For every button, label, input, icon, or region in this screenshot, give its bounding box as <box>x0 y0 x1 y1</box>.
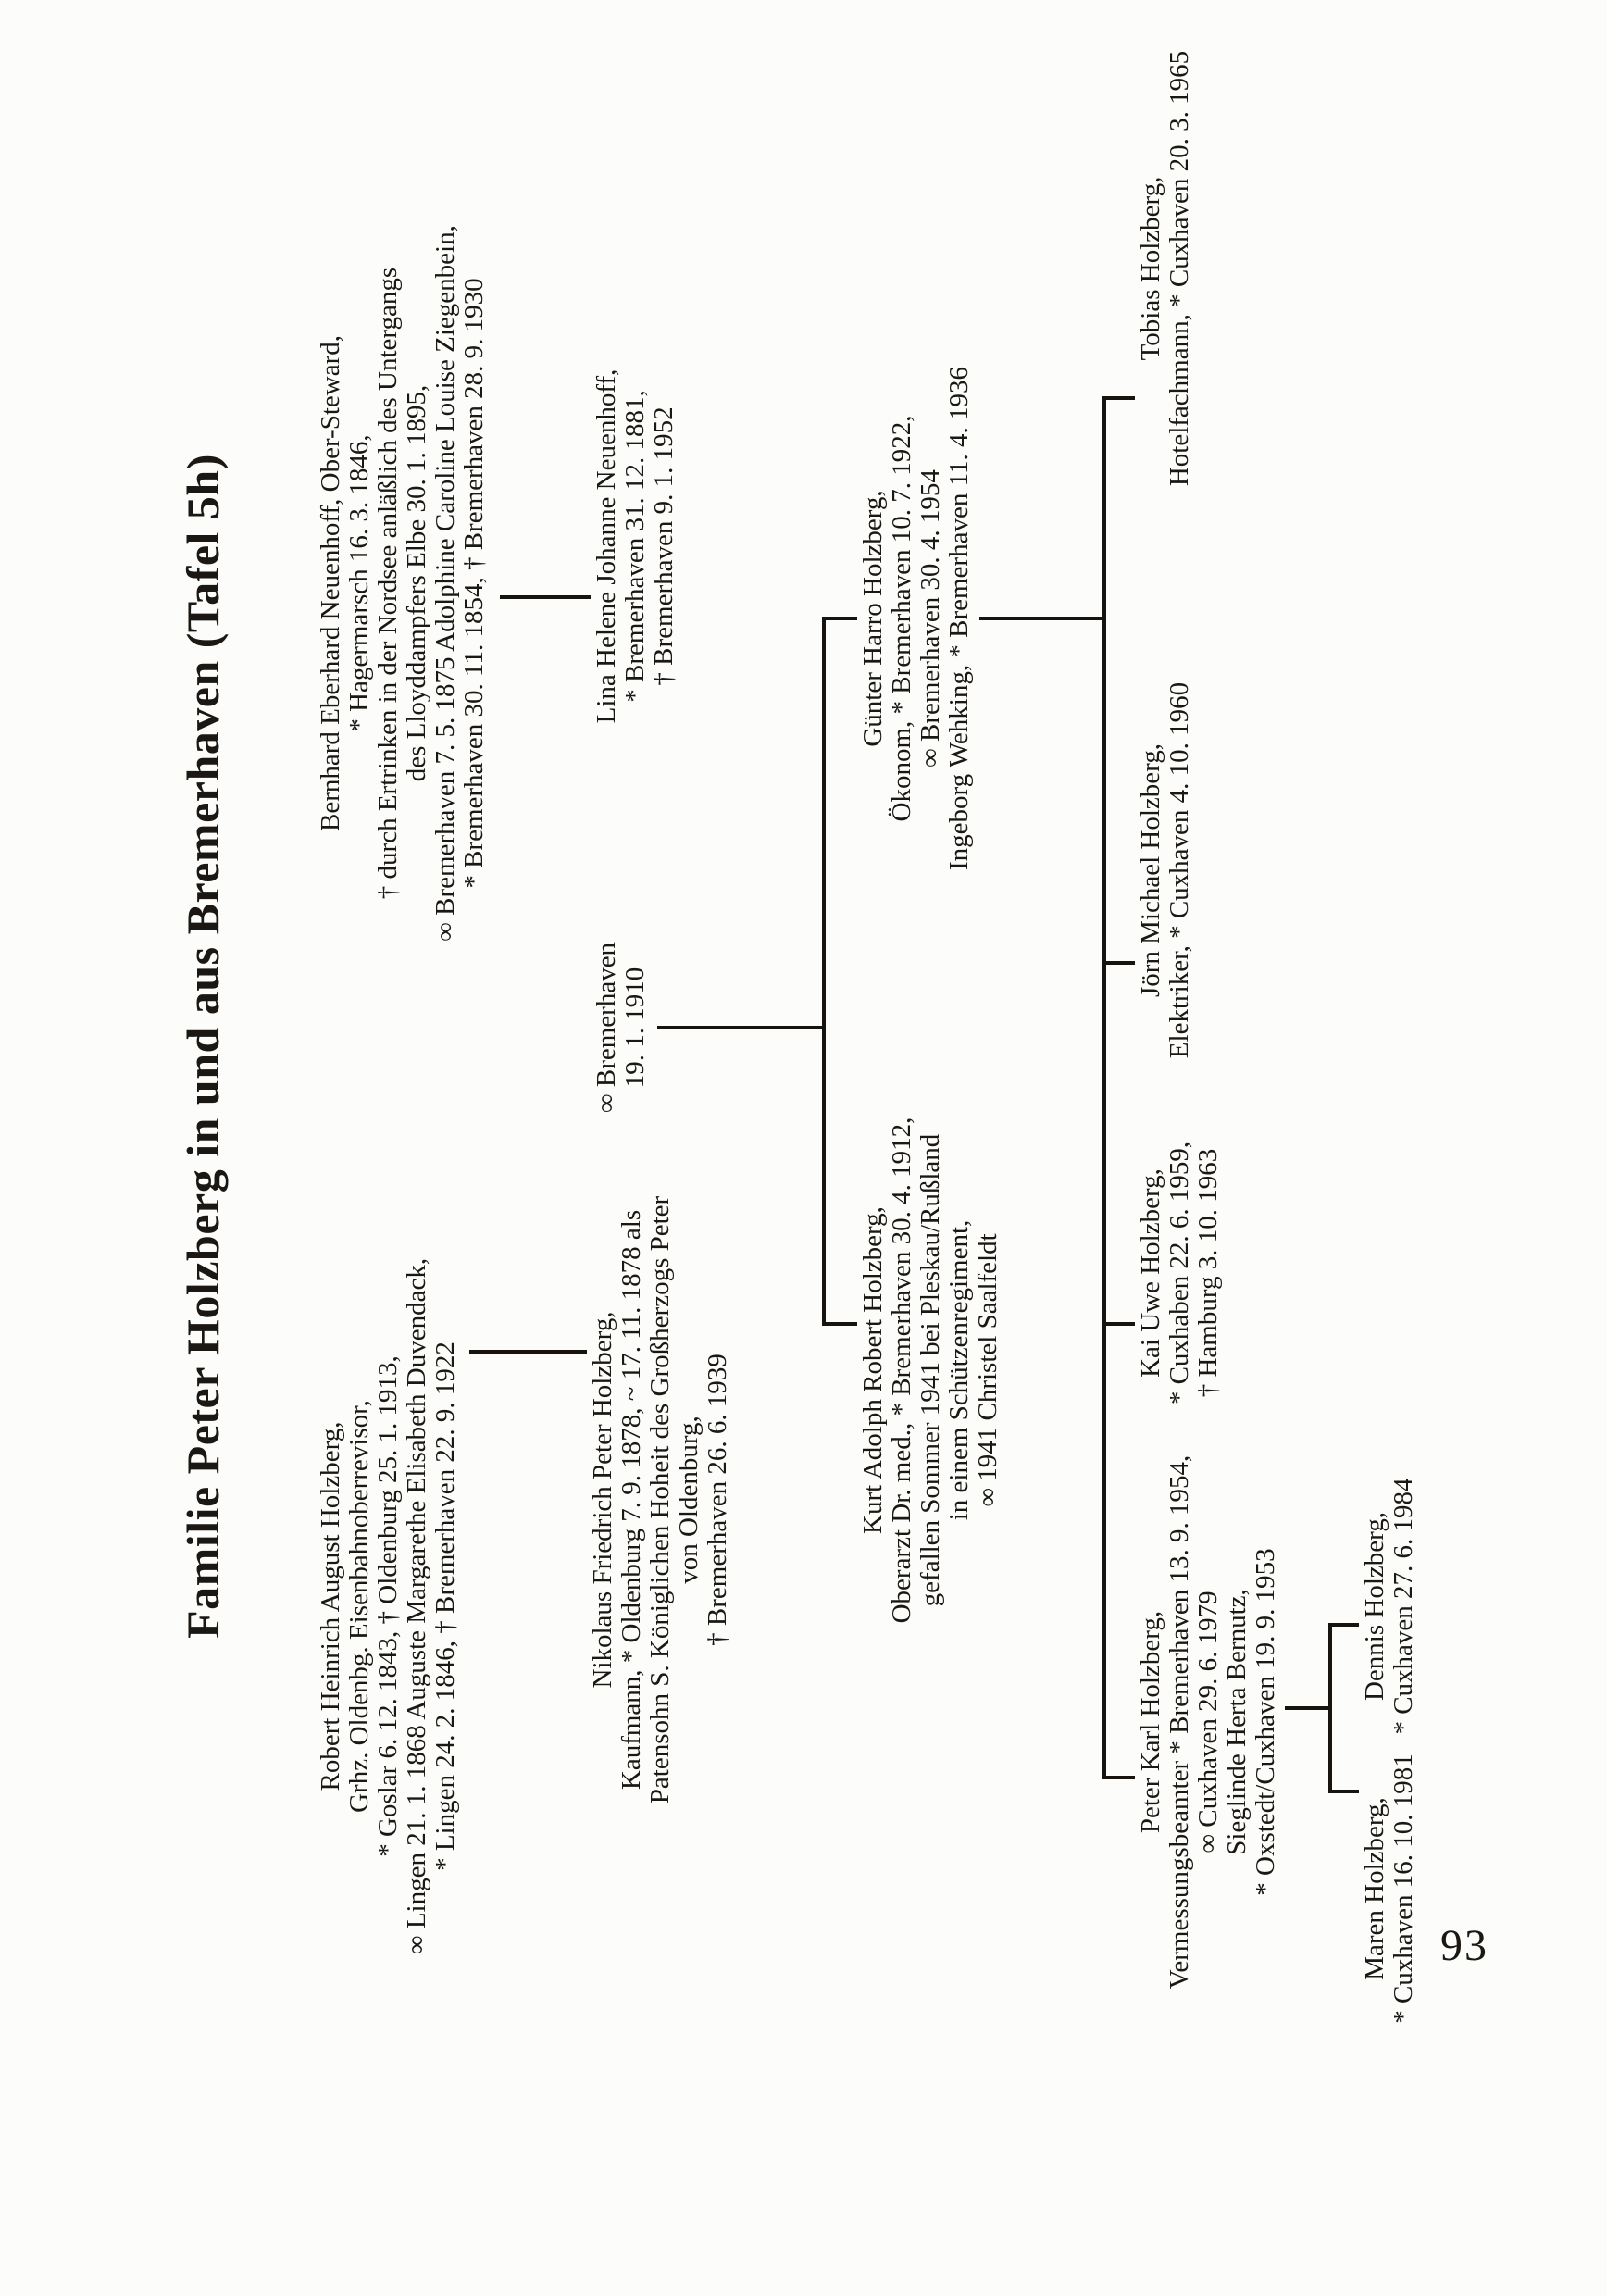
tree-connector-dennis-stub <box>1330 1623 1359 1627</box>
person-line: Kurt Adolph Robert Holzberg, <box>858 1206 888 1534</box>
person-line: * Hagermarsch 16. 3. 1846, <box>344 434 374 732</box>
person-line: Ökonom, * Bremerhaven 10. 7. 1922, <box>887 415 916 822</box>
tree-connector-kai-uwe-stub <box>1104 1322 1135 1326</box>
person-line: * Bremerhaven 30. 11. 1854, † Bremerhaven 28. 9. 1930 <box>459 278 489 889</box>
page-title: Familie Peter Holzberg in und aus Bremerhaven (Tafel 5h) <box>177 454 229 1639</box>
tree-connector-gen4-rail <box>1102 396 1106 1779</box>
person-line: Vermessungsbeamter * Bremerhaven 13. 9. 1954, <box>1165 1454 1194 1990</box>
person-line: 19. 1. 1910 <box>620 967 650 1089</box>
tree-connector-guenter-children-drop <box>979 617 1106 620</box>
person-line: * Cuxhaven 27. 6. 1984 <box>1389 1478 1418 1735</box>
tree-connector-marriage-drop <box>657 1026 826 1029</box>
person-line: ∞ 1941 Christel Saalfeldt <box>973 1233 1003 1507</box>
tree-connector-kurt-drop <box>822 1322 857 1326</box>
person-node <box>1137 0 1194 778</box>
person-line: Günter Harro Holzberg, <box>858 490 888 747</box>
tree-connector-guenter-drop <box>822 617 857 620</box>
person-line: in einem Schützenregiment, <box>944 1219 974 1521</box>
person-line: * Cuxhaben 22. 6. 1959, <box>1165 1141 1194 1405</box>
person-line: † durch Ertrinken in der Nordsee anläßlich des Untergangs <box>373 267 403 900</box>
person-line: ∞ Cuxhaven 29. 6. 1979 <box>1193 1591 1223 1853</box>
person-line: Tobias Holzberg, <box>1136 176 1165 361</box>
person-line: Dennis Holzberg, <box>1360 1511 1389 1702</box>
person-line: Hotelfachmann, * Cuxhaven 20. 3. 1965 <box>1165 50 1194 487</box>
person-line: gefallen Sommer 1941 bei Pleskau/Rußland <box>916 1133 945 1607</box>
person-line: ∞ Bremerhaven <box>592 942 621 1114</box>
person-node <box>859 109 974 1128</box>
person-line: Kaufmann, * Oldenburg 7. 9. 1878, ~ 17. 11. 1878 als <box>617 1209 646 1791</box>
person-line: Bernhard Eberhard Neuenhoff, Ober-Steward, <box>316 335 345 831</box>
person-node <box>317 74 489 1092</box>
person-line: Jörn Michael Holzberg, <box>1136 742 1165 998</box>
person-line: * Oxstedt/Cuxhaven 19. 9. 1953 <box>1251 1548 1280 1896</box>
person-line: Elektriker, * Cuxhaven 4. 10. 1960 <box>1165 681 1194 1059</box>
person-line: ∞ Bremerhaven 7. 5. 1875 Adolphine Caroline Louise Ziegenbein, <box>430 225 460 942</box>
person-line: * Goslar 6. 12. 1843, † Oldenburg 25. 1. 1913, <box>373 1355 403 1857</box>
person-line: ∞ Lingen 21. 1. 1868 Auguste Margarethe Elisabeth Duvendack, <box>402 1257 431 1955</box>
person-node <box>592 37 679 1055</box>
tree-connector-peter-karl-stub <box>1104 1776 1135 1779</box>
person-line: des Lloyddampfers Elbe 30. 1. 1895, <box>402 384 431 782</box>
person-line: Patensohn S. Königlichen Hoheit des Großherzogs Peter <box>645 1195 675 1804</box>
person-node <box>1361 1097 1418 2115</box>
person-line: Ingeborg Wehking, * Bremerhaven 11. 4. 1936 <box>944 367 974 870</box>
tree-connector-joern-stub <box>1104 961 1135 965</box>
person-line: ∞ Bremerhaven 30. 4. 1954 <box>916 469 945 767</box>
person-node <box>317 1097 460 2115</box>
person-line: † Bremerhaven 9. 1. 1952 <box>649 406 679 686</box>
page-number: 93 <box>1440 1921 1489 1970</box>
person-line: Lina Helene Johanne Neuenhoff, <box>592 368 621 724</box>
tree-connector-peter-karl-children-drop <box>1285 1706 1332 1710</box>
tree-connector-maren-stub <box>1330 1790 1359 1793</box>
person-line: Peter Karl Holzberg, <box>1136 1610 1165 1834</box>
tree-connector-gen5-rail <box>1328 1623 1332 1793</box>
tree-connector-nikolaus-drop <box>469 1350 587 1354</box>
person-line: Sieglinde Herta Bernutz, <box>1222 1589 1252 1855</box>
person-line: * Bremerhaven 31. 12. 1881, <box>620 390 650 703</box>
person-line: Grhz. Oldenbg. Eisenbahnoberrevisor, <box>344 1400 374 1813</box>
person-line: Oberarzt Dr. med., * Bremerhaven 30. 4. 1912, <box>887 1117 916 1624</box>
person-line: von Oldenburg, <box>674 1416 704 1584</box>
person-line: † Bremerhaven 26. 6. 1939 <box>703 1354 732 1646</box>
person-line: Robert Heinrich August Holzberg, <box>316 1421 345 1791</box>
tree-connector-tobias-stub <box>1104 396 1135 400</box>
person-line: * Cuxhaven 16. 10. 1981 <box>1389 1753 1418 2024</box>
person-line: † Hamburg 3. 10. 1963 <box>1193 1148 1223 1398</box>
person-line: Nikolaus Friedrich Peter Holzberg, <box>588 1311 617 1689</box>
person-line: Maren Holzberg, <box>1360 1797 1389 1980</box>
person-line: Kai Uwe Holzberg, <box>1136 1168 1165 1378</box>
tree-connector-gen3-rail <box>822 617 826 1326</box>
person-line: * Lingen 24. 2. 1846, † Bremerhaven 22. 9. 1922 <box>430 1341 460 1871</box>
tree-connector-lina-drop <box>500 595 591 599</box>
